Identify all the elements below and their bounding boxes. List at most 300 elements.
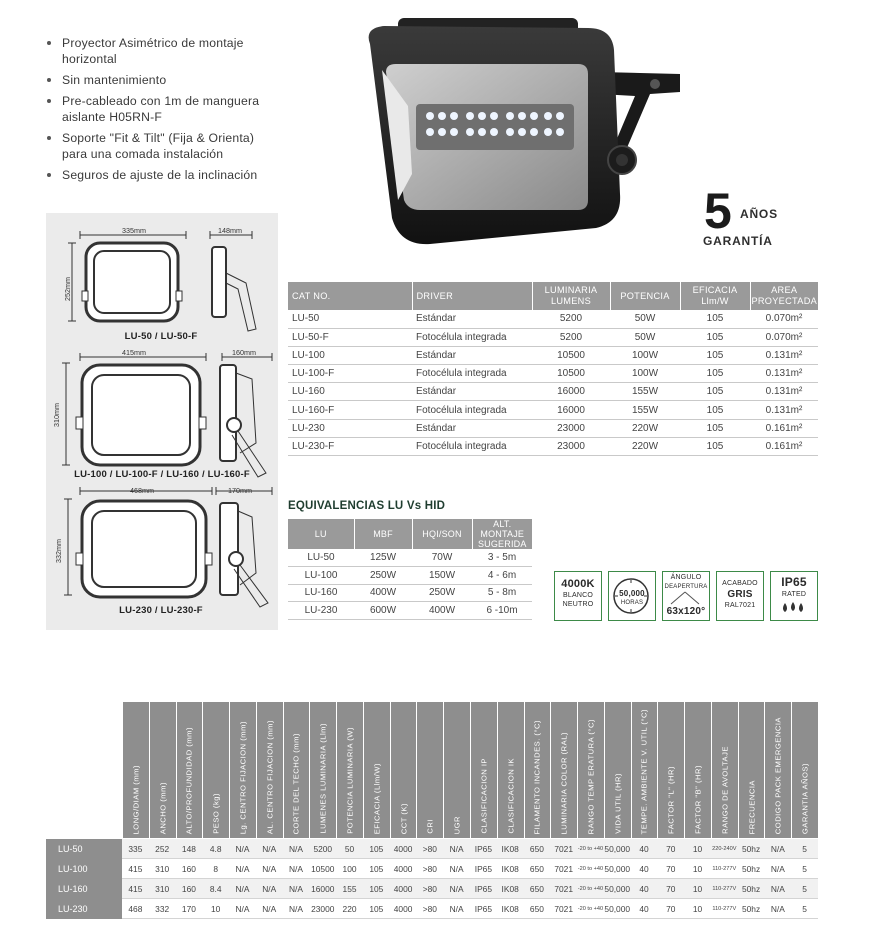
catalog-cell: 220W — [610, 419, 680, 437]
catalog-cell: Estándar — [412, 346, 532, 364]
specs-header — [122, 702, 149, 838]
catalog-cell: 0.131m² — [750, 383, 818, 401]
beam-angle-icon — [662, 571, 710, 621]
specs-cell: N/A — [262, 884, 277, 894]
equivalencias-cell: 125W — [354, 549, 412, 567]
dim-depth-2: 160mm — [232, 348, 256, 357]
equivalencias-cell: 250W — [412, 584, 472, 602]
specs-cell: N/A — [235, 904, 250, 914]
dim-height-2: 310mm — [52, 403, 61, 427]
specs-cell: 10 — [692, 864, 703, 874]
specs-cell: >80 — [422, 904, 437, 914]
warranty-years: 5 — [704, 183, 732, 239]
specs-header — [336, 702, 363, 838]
warranty-label: GARANTÍA — [703, 234, 773, 248]
catalog-cell: 100W — [610, 365, 680, 383]
specs-cell: 310 — [155, 864, 170, 874]
specs-cell: 7021 — [554, 884, 573, 894]
equivalencias-cell: 3 - 5m — [472, 549, 532, 567]
angle-label2: DEAPERTURA — [664, 584, 708, 590]
specs-cell: 50,000 — [604, 884, 631, 894]
specs-header-label: Lg. CENTRO FIJACION (mm) — [238, 720, 248, 834]
hours-value: 50,000 — [619, 589, 645, 598]
catalog-cell: LU-50-F — [288, 328, 412, 346]
equivalencias-header: ALT. MONTAJE SUGERIDA — [472, 519, 532, 549]
specs-header-label: RANGO TEMP ERATURA (°C) — [586, 718, 596, 834]
specs-header-label: CLASIFICACION IP — [479, 758, 489, 834]
specs-row — [46, 879, 818, 899]
dim-width-3: 468mm — [130, 486, 154, 495]
specs-header-label: ALTO/PROFUNDIDAD (mm) — [184, 726, 194, 834]
angle-value: 63x120° — [666, 606, 706, 617]
specs-header — [229, 702, 256, 838]
specs-cell: 7021 — [554, 844, 573, 854]
dimension-caption: LU-100 / LU-100-F / LU-160 / LU-160-F — [74, 469, 250, 480]
specs-cell: 4000 — [393, 844, 413, 854]
equivalencias-cell: LU-50 — [288, 549, 354, 567]
specs-cell: -20 to +40 — [577, 846, 604, 852]
catalog-cell: 50W — [610, 310, 680, 328]
catalog-cell: 220W — [610, 437, 680, 455]
specs-header-label: PESO (kg) — [211, 793, 221, 834]
equivalencias-row — [288, 584, 532, 602]
feature-item: Sin mantenimiento — [44, 72, 274, 88]
specs-cell: N/A — [449, 884, 464, 894]
specs-cell: 252 — [155, 844, 170, 854]
specs-cell: 160 — [181, 884, 196, 894]
specs-cell: -20 to +40 — [577, 906, 604, 912]
catalog-cell: 50W — [610, 328, 680, 346]
specs-cell: N/A — [235, 844, 250, 854]
dim-height-1: 252mm — [63, 277, 72, 301]
equivalencias-cell: 400W — [412, 602, 472, 620]
catalog-cell: 105 — [680, 346, 750, 364]
catalog-cell: 0.070m² — [750, 310, 818, 328]
specs-cell: N/A — [289, 904, 303, 914]
specs-cell: IP65 — [474, 844, 492, 854]
specs-cell: 148 — [181, 844, 196, 854]
catalog-row — [288, 310, 818, 328]
specs-header — [443, 702, 470, 838]
warranty-badge — [700, 183, 820, 252]
specs-cell: -20 to +40 — [577, 866, 604, 872]
lifetime-hours-icon — [608, 571, 656, 621]
specs-header — [631, 702, 658, 838]
feature-item: Pre-cableado con 1m de manguera aislante H05RN-F — [44, 93, 274, 125]
specs-cell: 4000 — [393, 884, 413, 894]
specs-cell: N/A — [262, 864, 277, 874]
specs-cell: N/A — [289, 864, 303, 874]
finish-color-icon — [716, 571, 764, 621]
catalog-table — [288, 282, 818, 456]
specs-cell: IK08 — [501, 864, 519, 874]
catalog-row — [288, 437, 818, 455]
specs-cell: N/A — [235, 864, 250, 874]
specs-header — [470, 702, 497, 838]
catalog-cell: 105 — [680, 437, 750, 455]
specs-cell: 50hz — [741, 884, 761, 894]
catalog-cell: 16000 — [532, 401, 610, 419]
specs-header-label: GARANTIA AÑOS) — [800, 762, 810, 834]
specs-cell: 650 — [529, 844, 544, 854]
specs-header — [309, 702, 336, 838]
finish-line1: ACABADO — [722, 580, 758, 587]
specs-cell: N/A — [235, 884, 250, 894]
equivalencias-cell: LU-160 — [288, 584, 354, 602]
specs-cell: 50hz — [741, 904, 761, 914]
specs-header — [202, 702, 229, 838]
dimensions-panel — [46, 213, 278, 630]
specs-cell: 50hz — [741, 844, 761, 854]
equivalencias-cell: LU-230 — [288, 602, 354, 620]
dim-depth-3: 170mm — [228, 486, 252, 495]
specs-cell: 105 — [369, 904, 384, 914]
catalog-cell: 5200 — [532, 310, 610, 328]
specs-cell: 105 — [369, 864, 384, 874]
specs-header — [176, 702, 203, 838]
specs-cell: 70 — [666, 864, 676, 874]
equivalencias-cell: 6 -10m — [472, 602, 532, 620]
specs-cell: 155 — [342, 884, 357, 894]
specs-header — [363, 702, 390, 838]
catalog-header: DRIVER — [412, 282, 532, 310]
catalog-row — [288, 346, 818, 364]
catalog-cell: Estándar — [412, 419, 532, 437]
dim-width-1: 335mm — [122, 226, 146, 235]
specs-cell: 5200 — [313, 844, 333, 854]
cct-line2: NEUTRO — [562, 601, 594, 608]
specs-cell: 100 — [342, 864, 357, 874]
water-drops-icon — [771, 600, 815, 616]
specs-header-label: LONG/DIAM (mm) — [131, 764, 141, 834]
equivalencias-row — [288, 602, 532, 620]
specs-header-row — [46, 702, 818, 838]
dim-depth-1: 148mm — [218, 226, 242, 235]
ip-value: IP65 — [781, 575, 807, 589]
catalog-row — [288, 365, 818, 383]
catalog-cell: LU-160-F — [288, 401, 412, 419]
specs-header — [256, 702, 283, 838]
specs-cell: N/A — [449, 904, 464, 914]
equivalencias-header-row — [288, 519, 532, 549]
specs-cell: 650 — [529, 884, 544, 894]
specs-cell: 110-277V — [712, 866, 737, 872]
specs-cell: 468 — [128, 904, 143, 914]
specs-header — [577, 702, 604, 838]
specs-cell: 110-277V — [712, 886, 737, 892]
specs-cell: 110-277V — [712, 906, 737, 912]
specs-header-label: CLASIFICACION IK — [506, 758, 516, 834]
specs-model-cell: LU-160 — [46, 879, 122, 899]
equivalencias-table — [288, 519, 532, 620]
catalog-cell: LU-100-F — [288, 365, 412, 383]
specs-header — [524, 702, 551, 838]
hours-unit: HORAS — [620, 600, 644, 606]
specs-cell: 10 — [692, 884, 703, 894]
specs-cell: 70 — [666, 884, 676, 894]
specs-row — [46, 839, 818, 859]
specs-header — [497, 702, 524, 838]
specs-cell: 8.4 — [209, 884, 222, 894]
specs-header — [791, 702, 818, 838]
specs-cell: 7021 — [554, 864, 573, 874]
equivalencias-cell: 250W — [354, 567, 412, 585]
catalog-row — [288, 328, 818, 346]
finish-line3: RAL7021 — [724, 602, 756, 609]
catalog-cell: Fotocélula integrada — [412, 328, 532, 346]
specs-header-label: POTENCIA LUMINARIA (W) — [345, 727, 355, 834]
specs-cell: 8 — [213, 864, 219, 874]
catalog-cell: 0.161m² — [750, 437, 818, 455]
catalog-cell: 10500 — [532, 365, 610, 383]
specs-cell: 415 — [128, 884, 143, 894]
specs-cell: N/A — [262, 844, 277, 854]
equivalencias-cell: 400W — [354, 584, 412, 602]
specs-cell: >80 — [422, 864, 437, 874]
catalog-cell: LU-230-F — [288, 437, 412, 455]
catalog-header: EFICACIA Llm/W — [680, 282, 750, 310]
catalog-cell: 105 — [680, 419, 750, 437]
cct-line1: BLANCO — [563, 592, 593, 599]
specs-cell: 16000 — [311, 884, 335, 894]
specs-cell: 160 — [181, 864, 196, 874]
feature-list — [44, 35, 274, 188]
specs-header-label: CORTE DEL TECHO (mm) — [291, 732, 301, 834]
specs-cell: 4000 — [393, 864, 413, 874]
catalog-cell: 0.070m² — [750, 328, 818, 346]
catalog-cell: 5200 — [532, 328, 610, 346]
specs-cell: 10 — [692, 844, 703, 854]
specs-cell: IP65 — [474, 864, 492, 874]
specs-cell: 220 — [342, 904, 357, 914]
specs-cell: -20 to +40 — [577, 886, 604, 892]
specs-cell: IK08 — [501, 844, 519, 854]
catalog-cell: LU-230 — [288, 419, 412, 437]
specs-cell: 10 — [211, 904, 221, 914]
specs-cell: 40 — [639, 904, 649, 914]
catalog-cell: 23000 — [532, 437, 610, 455]
feature-item: Proyector Asimétrico de montaje horizontal — [44, 35, 274, 67]
specs-header — [657, 702, 684, 838]
specs-header-label: LUMINARIA COLOR (RAL) — [559, 731, 569, 834]
beam-icon — [663, 590, 707, 606]
catalog-cell: Estándar — [412, 383, 532, 401]
specs-header-label: AL. CENTRO FIJACION (mm) — [265, 719, 275, 834]
specs-header-label: ANCHO (mm) — [158, 781, 168, 834]
catalog-cell: 155W — [610, 401, 680, 419]
specs-cell: 50 — [344, 844, 355, 854]
catalog-cell: 155W — [610, 383, 680, 401]
specs-cell: 10 — [692, 904, 703, 914]
catalog-cell: Fotocélula integrada — [412, 365, 532, 383]
catalog-header: POTENCIA — [610, 282, 680, 310]
cct-value: 4000K — [561, 578, 595, 590]
catalog-cell: 10500 — [532, 346, 610, 364]
specs-header-label: LUMENES LUMINARIA (Llm) — [318, 723, 328, 834]
equivalencias-header: LU — [288, 519, 354, 549]
equivalencias-row — [288, 567, 532, 585]
specs-header — [550, 702, 577, 838]
warranty-unit: AÑOS — [740, 207, 778, 221]
specs-cell: 7021 — [554, 904, 573, 914]
catalog-header: LUMINARIA LUMENS — [532, 282, 610, 310]
specs-cell: IK08 — [501, 884, 519, 894]
specs-header-label: VIDA UTIL (HR) — [613, 773, 623, 834]
dimension-drawings — [46, 213, 278, 630]
catalog-cell: LU-50 — [288, 310, 412, 328]
specs-cell: 50,000 — [604, 864, 631, 874]
dimension-caption: LU-50 / LU-50-F — [124, 331, 198, 342]
specs-header — [764, 702, 791, 838]
feature-item: Soporte "Fit & Tilt" (Fija & Orienta) para una comada instalación — [44, 130, 274, 162]
specs-header — [738, 702, 765, 838]
specs-row — [46, 899, 818, 919]
specs-cell: N/A — [449, 864, 464, 874]
dimension-caption: LU-230 / LU-230-F — [119, 605, 203, 616]
specs-cell: >80 — [422, 884, 437, 894]
catalog-header: AREA PROYECTADA — [750, 282, 818, 310]
equivalencias-cell: 70W — [412, 549, 472, 567]
specs-cell: 40 — [639, 844, 649, 854]
specs-header-label: UGR — [452, 815, 462, 834]
catalog-cell: Fotocélula integrada — [412, 437, 532, 455]
catalog-row — [288, 419, 818, 437]
specs-row — [46, 859, 818, 879]
specs-cell: 650 — [529, 864, 544, 874]
specs-cell: 40 — [639, 884, 649, 894]
specs-cell: 4000 — [393, 904, 413, 914]
specs-cell: 335 — [128, 844, 143, 854]
catalog-cell: 105 — [680, 310, 750, 328]
specs-header — [684, 702, 711, 838]
specs-cell: 5 — [802, 864, 807, 874]
specs-cell: N/A — [289, 884, 303, 894]
specs-cell: 105 — [369, 844, 384, 854]
specs-cell: 70 — [666, 904, 676, 914]
catalog-cell: 100W — [610, 346, 680, 364]
specs-header-label: CODIGO PACK EMERGENCIA — [773, 716, 783, 834]
specs-cell: IK08 — [501, 904, 519, 914]
specs-header-label: EFICACIA (Llm/W) — [372, 762, 382, 834]
catalog-cell: 0.131m² — [750, 365, 818, 383]
specs-header-label: RANGO DE AVOLTAJE — [720, 746, 730, 834]
specs-cell: 650 — [529, 904, 544, 914]
specs-cell: 50hz — [741, 864, 761, 874]
ip-label: RATED — [781, 591, 807, 598]
specs-header — [149, 702, 176, 838]
specs-cell: 220-240V — [712, 846, 737, 852]
equivalencias-cell: 600W — [354, 602, 412, 620]
finish-line2: GRIS — [727, 589, 753, 600]
specs-cell: 105 — [369, 884, 384, 894]
catalog-cell: 23000 — [532, 419, 610, 437]
cct-icon — [554, 571, 602, 621]
catalog-cell: 16000 — [532, 383, 610, 401]
specs-cell: 70 — [666, 844, 676, 854]
specs-cell: 415 — [128, 864, 143, 874]
catalog-cell: Fotocélula integrada — [412, 401, 532, 419]
specs-header-label: CCT (K) — [399, 802, 409, 834]
feature-item: Seguros de ajuste de la inclinación — [44, 167, 274, 183]
specs-cell: 4.8 — [209, 844, 222, 854]
equivalencias-cell: LU-100 — [288, 567, 354, 585]
specs-cell: 40 — [639, 864, 649, 874]
specs-cell: N/A — [770, 844, 785, 854]
specs-header-label: FACTOR "B" (HR) — [693, 765, 703, 834]
catalog-header: CAT NO. — [288, 282, 412, 310]
specs-cell: N/A — [770, 864, 785, 874]
dim-width-2: 415mm — [122, 348, 146, 357]
angle-label1: ÁNGULO — [670, 574, 702, 581]
specs-cell: IP65 — [474, 884, 492, 894]
specs-cell: 310 — [155, 884, 170, 894]
specs-header-label: FILAMENTO INCANDES. (°C) — [532, 719, 542, 834]
specs-header — [604, 702, 631, 838]
specs-model-cell: LU-230 — [46, 899, 122, 919]
specs-model-cell: LU-50 — [46, 839, 122, 859]
dim-height-3: 332mm — [54, 539, 63, 563]
specs-cell: N/A — [449, 844, 464, 854]
catalog-cell: 105 — [680, 328, 750, 346]
specs-header — [416, 702, 443, 838]
catalog-cell: 0.131m² — [750, 346, 818, 364]
equivalencias-title: EQUIVALENCIAS LU Vs HID — [288, 500, 446, 512]
specs-header — [390, 702, 417, 838]
equivalencias-row — [288, 549, 532, 567]
specs-cell: 170 — [181, 904, 196, 914]
catalog-row — [288, 383, 818, 401]
specs-cell: >80 — [422, 844, 437, 854]
floodlight-product-image — [350, 14, 690, 254]
equivalencias-header: MBF — [354, 519, 412, 549]
catalog-cell: LU-100 — [288, 346, 412, 364]
catalog-cell: LU-160 — [288, 383, 412, 401]
specs-header-label: TEMPE. AMBIENTE V. UTIL (°C) — [639, 708, 649, 834]
specs-header — [283, 702, 310, 838]
equivalencias-header: HQI/SON — [412, 519, 472, 549]
catalog-cell: 105 — [680, 383, 750, 401]
specs-model-cell: LU-100 — [46, 859, 122, 879]
specs-cell: 10500 — [311, 864, 335, 874]
equivalencias-cell: 5 - 8m — [472, 584, 532, 602]
catalog-cell: Estándar — [412, 310, 532, 328]
specs-cell: 23000 — [311, 904, 335, 914]
specs-cell: N/A — [770, 884, 785, 894]
specs-cell: 5 — [802, 884, 807, 894]
specs-header — [711, 702, 738, 838]
specs-corner — [46, 702, 122, 838]
catalog-row — [288, 401, 818, 419]
specs-header-label: FRECUENCIA — [747, 779, 757, 834]
specs-cell: 5 — [802, 844, 807, 854]
equivalencias-cell: 150W — [412, 567, 472, 585]
equivalencias-cell: 4 - 6m — [472, 567, 532, 585]
specs-cell: N/A — [289, 844, 303, 854]
specs-cell: 5 — [802, 904, 807, 914]
specs-cell: N/A — [262, 904, 277, 914]
ip-rating-icon — [770, 571, 818, 621]
specs-header-label: FACTOR "L" (HR) — [666, 765, 676, 834]
specs-cell: 50,000 — [604, 844, 631, 854]
catalog-cell: 0.161m² — [750, 419, 818, 437]
specs-cell: N/A — [770, 904, 785, 914]
specs-header-label: CRI — [425, 819, 435, 834]
specs-cell: IP65 — [474, 904, 492, 914]
catalog-header-row — [288, 282, 818, 310]
specs-cell: 332 — [155, 904, 170, 914]
catalog-cell: 105 — [680, 401, 750, 419]
specs-cell: 50,000 — [604, 904, 631, 914]
